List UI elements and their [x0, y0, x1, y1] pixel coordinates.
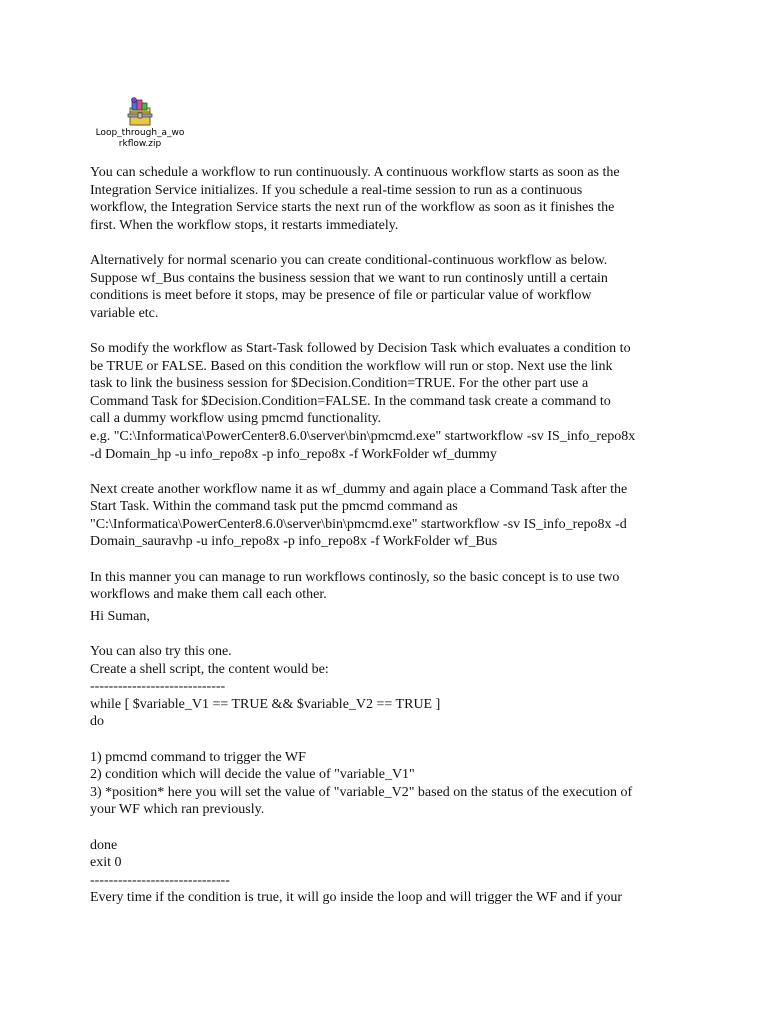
text-line: Next create another workflow name it as wf_dummy and again place a Command Task after the	[90, 481, 628, 497]
reply-section	[90, 608, 690, 907]
text-line: workflow, the Integration Service starts the next run of the workflow as soon as it finishes the	[90, 200, 615, 216]
text-line: In this manner you can manage to run workflows continosly, so the basic concept is to use two	[90, 569, 620, 585]
text-line: task to link the business session for $Decision.Condition=TRUE. For the other part use a	[90, 376, 589, 392]
paragraph-continuous-workflow	[90, 164, 690, 234]
step-item: 1) pmcmd command to trigger the WF	[90, 749, 306, 765]
step-item: 3) *position* here you will set the value of "variable_V2" based on the status of the execution of	[90, 784, 633, 800]
step-item: your WF which ran previously.	[90, 802, 265, 818]
text-line: Integration Service initializes. If you schedule a real-time session to run as a continuous	[90, 182, 583, 198]
document-body	[90, 164, 690, 907]
text-line: You can also try this one.	[90, 644, 232, 660]
text-line: Alternatively for normal scenario you can create conditional-continuous workflow as below.	[90, 252, 608, 268]
attachment-filename-line1: Loop_through_a_wo	[95, 128, 185, 138]
text-line: So modify the workflow as Start-Task followed by Decision Task which evaluates a condition to	[90, 340, 631, 356]
text-line: call a dummy workflow using pmcmd functionality.	[90, 411, 382, 427]
text-line: You can schedule a workflow to run continuously. A continuous workflow starts as soon as the	[90, 165, 620, 180]
reply-greeting: Hi Suman,	[90, 608, 150, 624]
text-line: be TRUE or FALSE. Based on this condition the workflow will run or stop. Next use the link	[90, 358, 613, 374]
text-line: Start Task. Within the command task put the pmcmd command as	[90, 499, 458, 515]
text-line: e.g. "C:\Informatica\PowerCenter8.6.0\server\bin\pmcmd.exe" startworkflow -sv IS_info_repo8x	[90, 428, 636, 444]
text-line: workflows and make them call each other.	[90, 587, 327, 603]
separator-line: ------------------------------	[90, 872, 230, 888]
paragraph-summary	[90, 569, 690, 604]
paragraph-conditional-workflow	[90, 252, 690, 322]
step-item: 2) condition which will decide the value of "variable_V1"	[90, 767, 415, 783]
code-exit-line: exit 0	[90, 855, 122, 871]
text-line: variable etc.	[90, 305, 159, 321]
text-line: -d Domain_hp -u info_repo8x -p info_repo8x -f WorkFolder wf_dummy	[90, 446, 497, 462]
code-do-line: do	[90, 714, 104, 730]
paragraph-dummy-workflow	[90, 481, 690, 551]
text-line: Every time if the condition is true, it will go inside the loop and will trigger the WF and if your	[90, 890, 623, 906]
zip-attachment[interactable]	[88, 96, 192, 150]
code-done-line: done	[90, 837, 118, 853]
text-line: conditions is meet before it stops, may be presence of file or particular value of workflow	[90, 288, 592, 304]
text-line: Command Task for $Decision.Condition=FALSE. In the command task create a command to	[90, 393, 611, 409]
code-while-line: while [ $variable_V1 == TRUE && $variable_V2 == TRUE ]	[90, 696, 441, 712]
attachment-filename-line2: rkflow.zip	[118, 139, 162, 149]
text-line: Suppose wf_Bus contains the business session that we want to run continosly untill a certain	[90, 270, 608, 286]
text-line: Domain_sauravhp -u info_repo8x -p info_repo8x -f WorkFolder wf_Bus	[90, 534, 498, 550]
zip-archive-icon[interactable]	[124, 96, 156, 128]
text-line: "C:\Informatica\PowerCenter8.6.0\server\bin\pmcmd.exe" startworkflow -sv IS_info_repo8x -d	[90, 516, 627, 532]
separator-line: -----------------------------	[90, 679, 226, 695]
paragraph-decision-task	[90, 340, 690, 463]
text-line: Create a shell script, the content would be:	[90, 661, 329, 677]
text-line: first. When the workflow stops, it restarts immediately.	[90, 217, 399, 233]
